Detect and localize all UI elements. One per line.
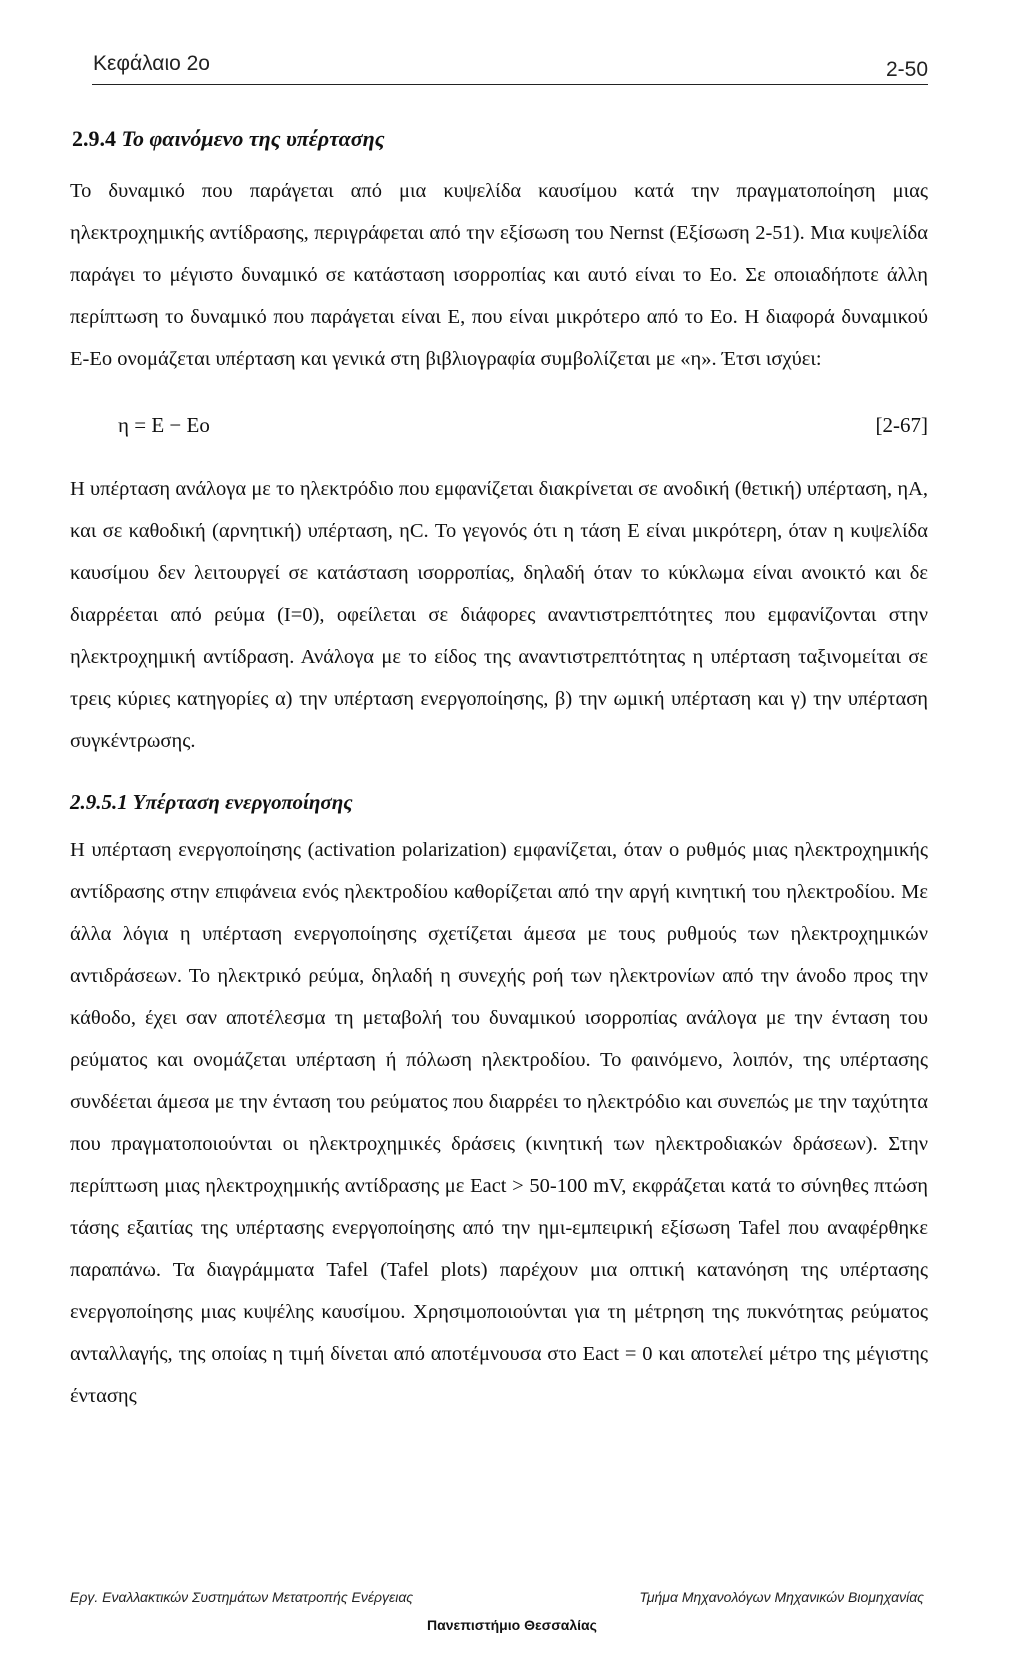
section-paragraph-1: Το δυναμικό που παράγεται από μια κυψελίδα καυσίμου κατά την πραγματοποίηση μιας ηλεκτροχημικής αντίδρασης, περιγράφεται από την εξίσωση του Nernst (Εξίσωση 2-51). Μια κυψελίδα παράγει το μέγιστο δυναμικό σε κατάσταση ισορροπίας και αυτό είναι το Eo. Σε οποιαδήποτε άλλη περίπτωση το δυναμικό που παράγεται είναι E, που είναι μικρότερο από το Eo. Η διαφορά δυναμικού E-Eo ονομάζεται υπέρταση και γενικά στη βιβλιογραφία συμβολίζεται με «η». Έτσι ισχύει:	[70, 180, 928, 370]
section-number: 2.9.4	[72, 126, 116, 151]
page-number: 2-50	[885, 58, 928, 81]
footer-lab: Εργ. Εναλλακτικών Συστημάτων Μετατροπής Ενέργειας	[70, 1589, 414, 1605]
section-paragraph-2: Η υπέρταση ανάλογα με το ηλεκτρόδιο που εμφανίζεται διακρίνεται σε ανοδική (θετική) υπέρταση, ηA, και σε καθοδική (αρνητική) υπέρταση, ηC. Το γεγονός ότι η τάση E είναι μικρότερη, όταν η κυψελίδα καυσίμου δεν λειτουργεί σε κατάσταση ισορροπίας, δηλαδή όταν το κύκλωμα είναι ανοικτό και δε διαρρέεται από ρεύμα (I=0), οφείλεται σε διάφορες αναντιστρεπτότητες που εμφανίζονται στην ηλεκτροχημική αντίδραση. Ανάλογα με το είδος της αναντιστρεπτότητας η υπέρταση ταξινομείται σε τρεις κύριες κατηγορίες α) την υπέρταση ενεργοποίησης, β) την ωμική υπέρταση και γ) την υπέρταση συγκέντρωσης.	[70, 478, 928, 752]
subsection-title: 2.9.5.1 Υπέρταση ενεργοποίησης	[70, 790, 353, 814]
section-title: Το φαινόμενο της υπέρτασης	[121, 126, 385, 151]
page-body	[70, 126, 928, 1417]
header-rule	[92, 84, 928, 85]
equation: η = E − Eo	[118, 413, 210, 437]
subsection-paragraph: Η υπέρταση ενεργοποίησης (activation polarization) εμφανίζεται, όταν ο ρυθμός μιας ηλεκτροχημικής αντίδρασης στην επιφάνεια ενός ηλεκτροδίου καθορίζεται από την αργή κινητική του ηλεκτροδίου. Με άλλα λόγια η υπέρταση ενεργοποίησης σχετίζεται άμεσα με τους ρυθμούς των ηλεκτροχημικών αντιδράσεων. Το ηλεκτρικό ρεύμα, δηλαδή η συνεχής ροή των ηλεκτρονίων από την άνοδο προς την κάθοδο, έχει σαν αποτέλεσμα τη μεταβολή του δυναμικού ισορροπίας ανάλογα με την ένταση του ρεύματος και ονομάζεται υπέρταση ή πόλωση ηλεκτροδίου. Το φαινόμενο, λοιπόν, της υπέρτασης συνδέεται άμεσα με την ένταση του ρεύματος που διαρρέει το ηλεκτρόδιο και συνεπώς με την ταχύτητα που πραγματοποιούνται οι ηλεκτροχημικές δράσεις (κινητική των ηλεκτροδιακών δράσεων). Στην περίπτωση μιας ηλεκτροχημικής αντίδρασης με Eact > 50-100 mV, εκφράζεται κατά το σύνηθες πτώση τάσης εξαιτίας της υπέρτασης ενεργοποίησης από την ημι-εμπειρική εξίσωση Tafel που αναφέρθηκε παραπάνω. Τα διαγράμματα Tafel (Tafel plots) παρέχουν μια οπτική κατανόηση της υπέρτασης ενεργοποίησης μιας κυψέλης καυσίμου. Χρησιμοποιούνται για τη μέτρηση της πυκνότητας ρεύματος ανταλλαγής, της οποίας η τιμή δίνεται από αποτέμνουσα στο Eact = 0 και αποτελεί μέτρο της μέγιστης έντασης	[70, 839, 928, 1407]
footer-university: Πανεπιστήμιο Θεσσαλίας	[427, 1617, 597, 1633]
equation-number: [2-67]	[875, 413, 928, 437]
equation-row	[70, 404, 928, 446]
footer-department: Τμήμα Μηχανολόγων Μηχανικών Βιομηχανίας	[639, 1589, 924, 1605]
chapter-header: Κεφάλαιο 2ο	[93, 52, 210, 75]
section-heading	[72, 126, 928, 152]
